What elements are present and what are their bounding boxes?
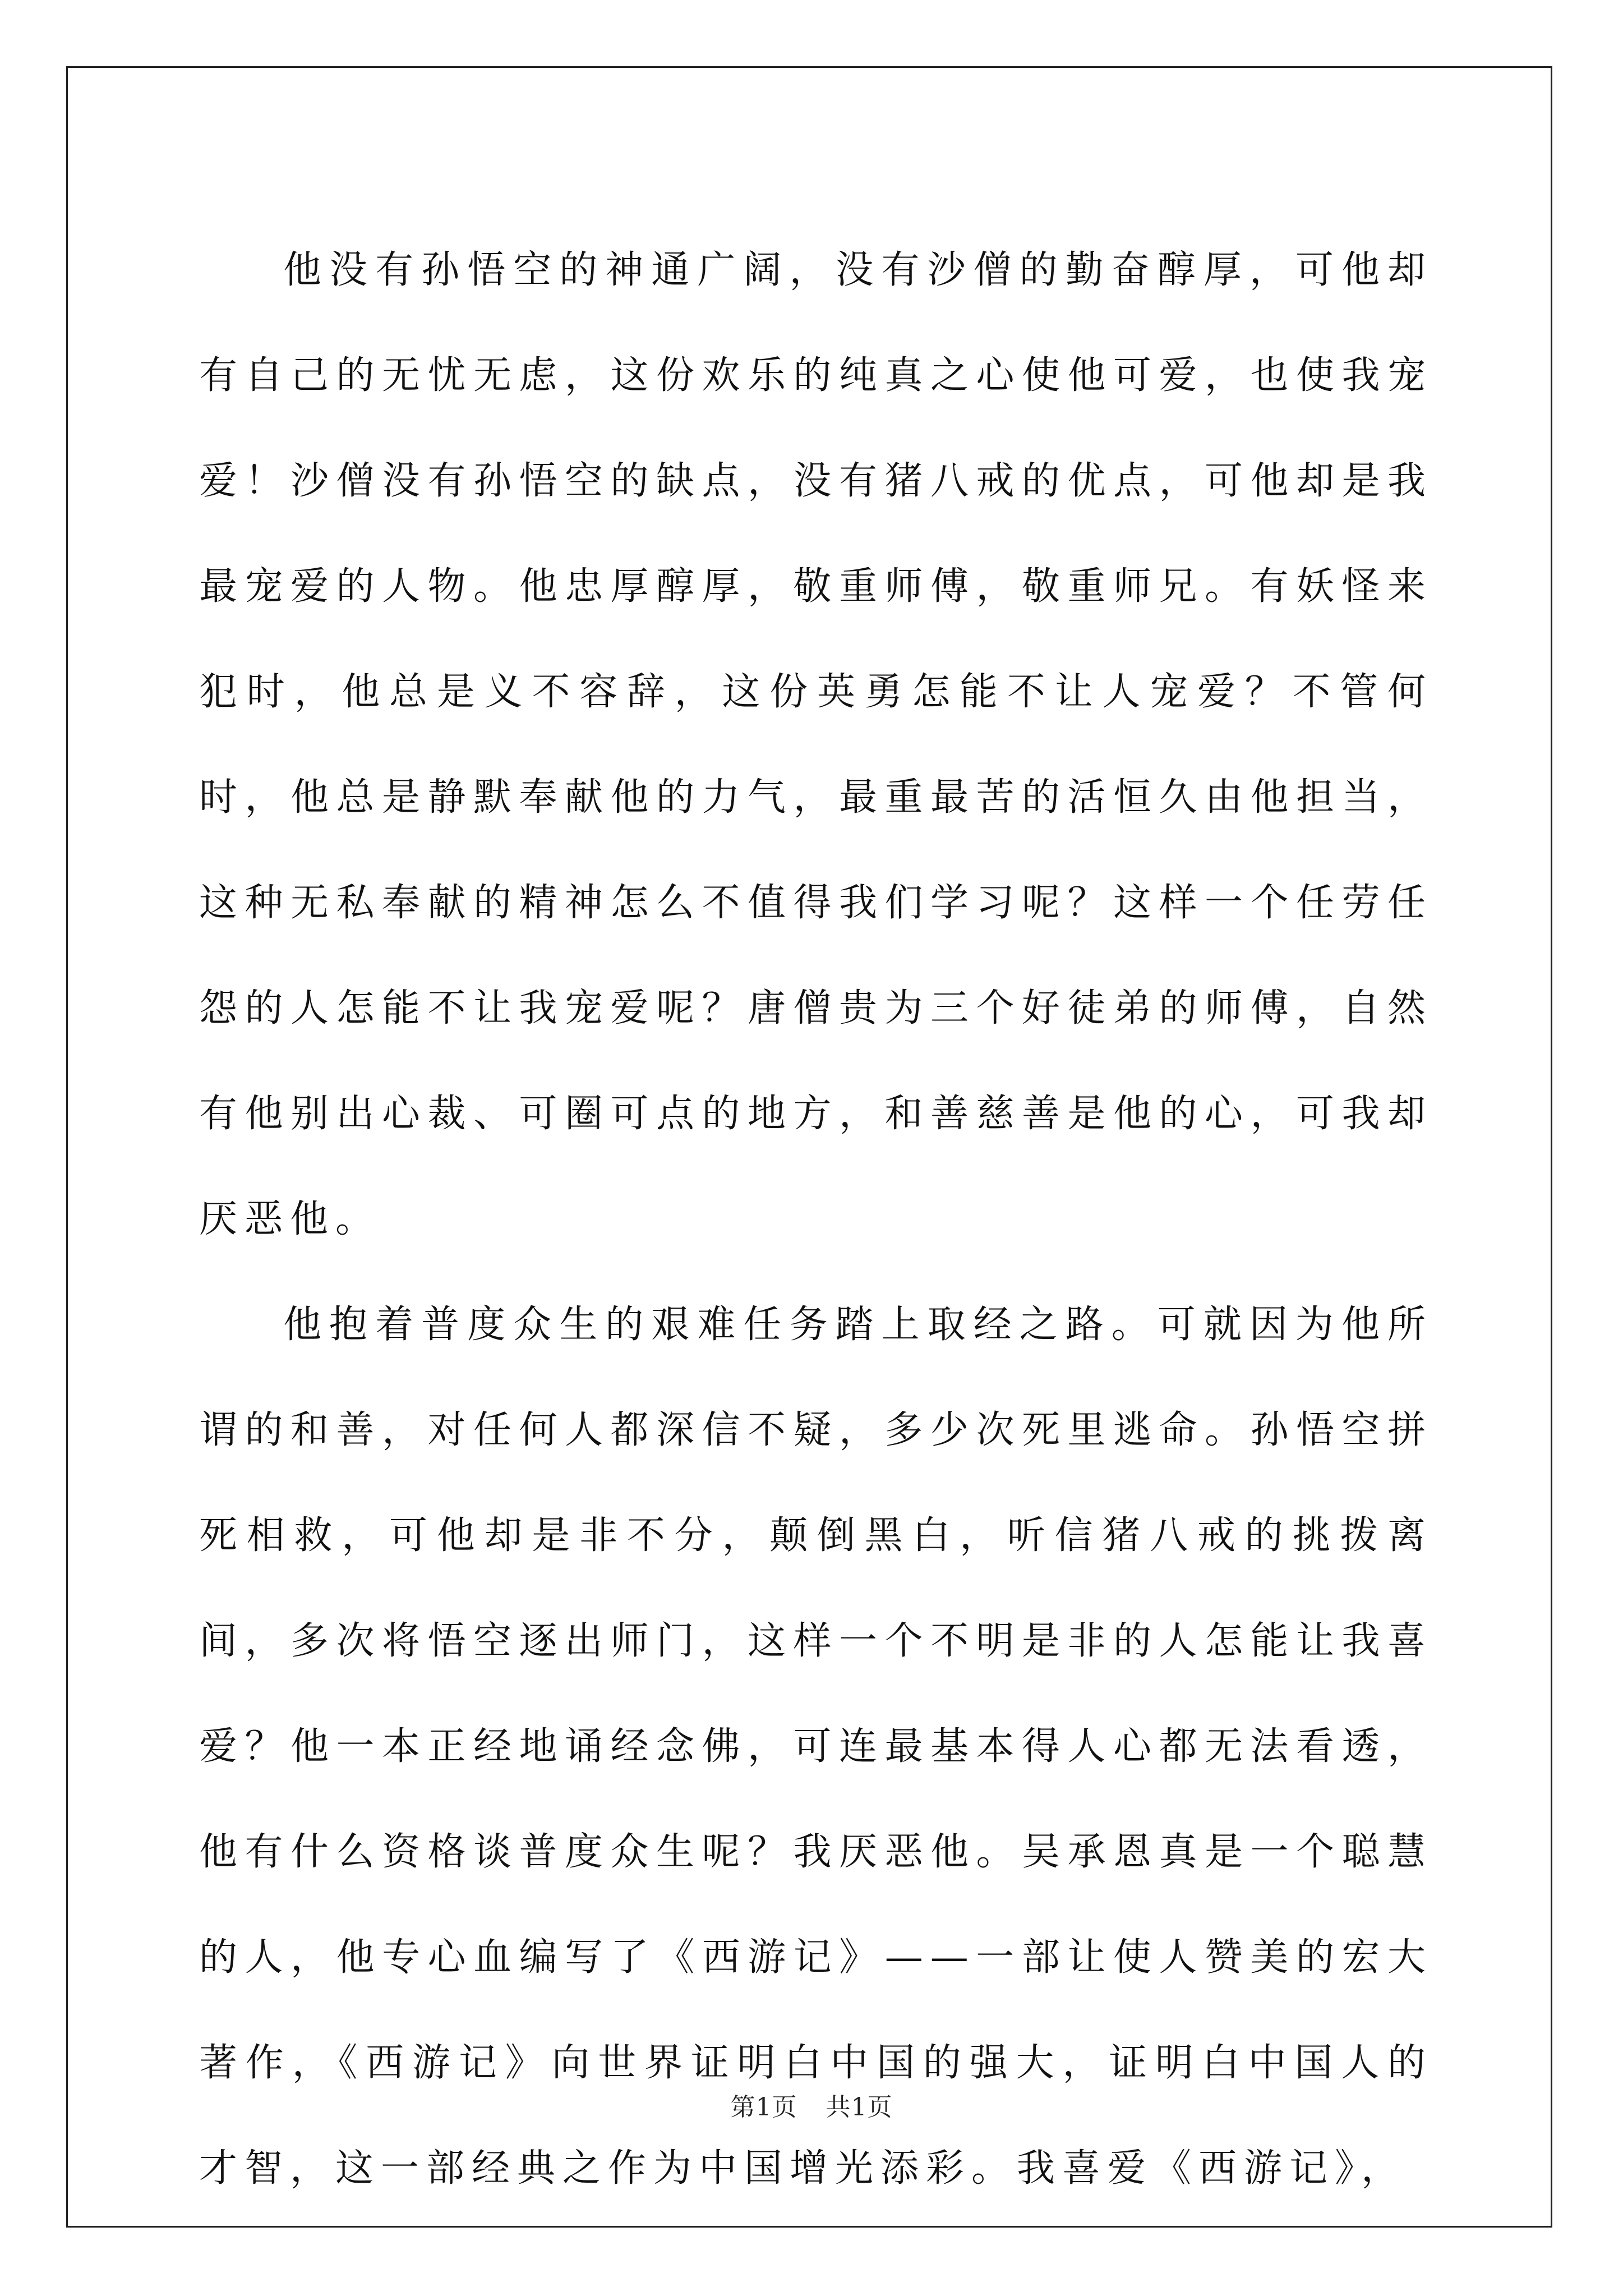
page-footer	[0, 2087, 1623, 2123]
paragraph-2: 他抱着普度众生的艰难任务踏上取经之路。可就因为他所谓的和善，对任何人都深信不疑，多少次死里逃命。孙悟空拼死相救，可他却是非不分，颠倒黑白，听信猪八戒的挑拨离间，多次将悟空逐出师门，这样一个不明是非的人怎能让我喜爱？他一本正经地诵经念佛，可连最基本得人心都无法看透，他有什么资格谈普度众生呢？我厌恶他。吴承恩真是一个聪慧的人，他专心血编写了《西游记》——一部让使人赞美的宏大著作，《西游记》向世界证明白中国的强大，证明白中国人的才智，这一部经典之作为中国增光添彩。我喜爱《西游记》，	[199, 1303, 1433, 2191]
paragraph-1: 他没有孙悟空的神通广阔，没有沙僧的勤奋醇厚，可他却有自己的无忧无虑，这份欢乐的纯真之心使他可爱，也使我宠爱！沙僧没有孙悟空的缺点，没有猪八戒的优点，可他却是我最宠爱的人物。他忠厚醇厚，敬重师傅，敬重师兄。有妖怪来犯时，他总是义不容辞，这份英勇怎能不让人宠爱？不管何时，他总是静默奉献他的力气，最重最苦的活恒久由他担当，这种无私奉献的精神怎么不值得我们学习呢？这样一个任劳任怨的人怎能不让我宠爱呢？唐僧贵为三个好徒弟的师傅，自然有他别出心裁、可圈可点的地方，和善慈善是他的心，可我却厌恶他。	[199, 248, 1433, 1241]
document-body	[199, 218, 1433, 2221]
page-number: 第1页	[730, 2093, 797, 2122]
page-total: 共1页	[826, 2093, 893, 2122]
